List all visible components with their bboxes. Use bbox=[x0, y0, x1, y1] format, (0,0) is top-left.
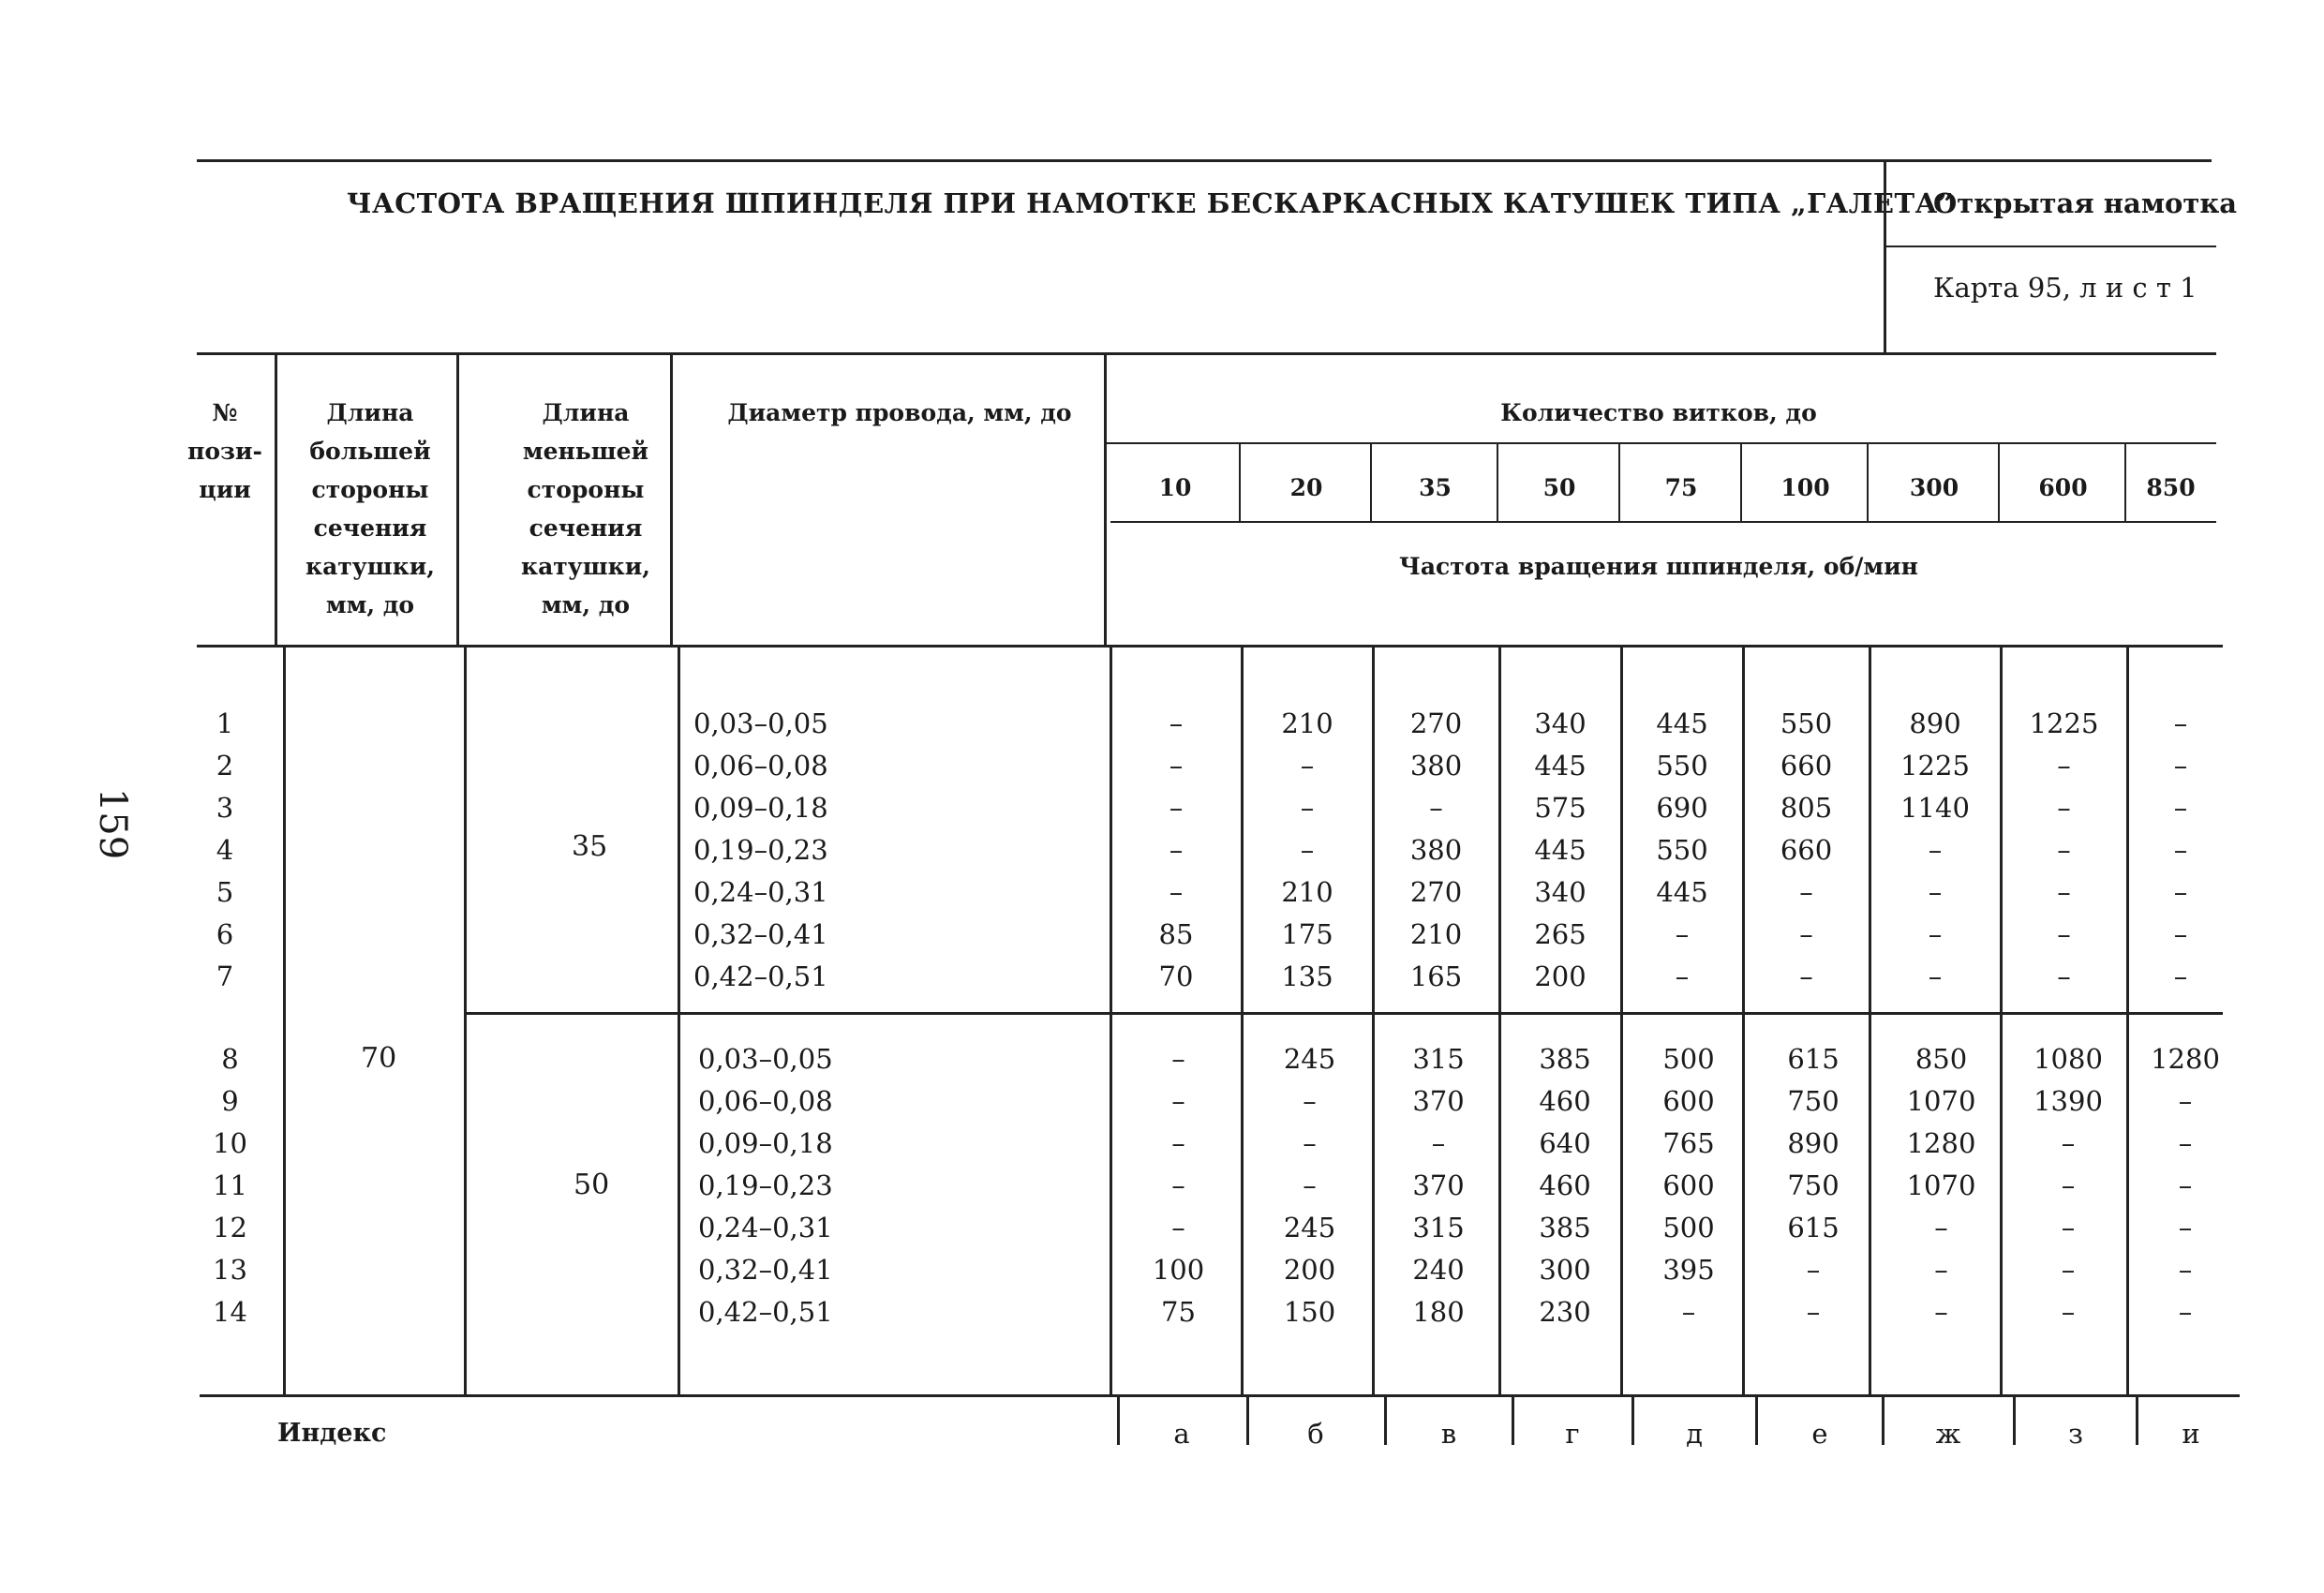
rule-v bbox=[275, 354, 277, 645]
cell: 370 bbox=[1412, 1085, 1465, 1117]
cell: 890 bbox=[1909, 707, 1961, 739]
cell: 0,24–0,31 bbox=[698, 1212, 833, 1243]
cell: – bbox=[2178, 1085, 2193, 1117]
cell: 265 bbox=[1534, 918, 1587, 950]
cell: 340 bbox=[1534, 876, 1587, 908]
title-divider bbox=[1884, 159, 1886, 354]
cell: – bbox=[2173, 960, 2188, 992]
cell: 75 bbox=[1161, 1296, 1196, 1328]
header-spindle-speed: Частота вращения шпинделя, об/мин bbox=[1399, 553, 1918, 580]
cell: 460 bbox=[1539, 1169, 1591, 1201]
cell: – bbox=[2178, 1254, 2193, 1286]
cell: 0,42–0,51 bbox=[698, 1296, 833, 1328]
cell: 615 bbox=[1787, 1043, 1840, 1075]
cell: 1070 bbox=[1906, 1085, 1976, 1117]
col-position bbox=[192, 703, 258, 998]
col-turns-35 bbox=[1378, 1038, 1499, 1333]
cell: – bbox=[2061, 1127, 2076, 1159]
cell: 8 bbox=[221, 1043, 239, 1075]
header-turns: Количество витков, до bbox=[1500, 399, 1817, 426]
cell: 385 bbox=[1539, 1212, 1591, 1243]
cell: – bbox=[1799, 918, 1813, 950]
cell: 315 bbox=[1412, 1212, 1465, 1243]
header-short-side: Длина меньшей стороны сечения катушки, мм, до bbox=[521, 399, 650, 618]
turns-value: 850 bbox=[2146, 474, 2196, 501]
col-turns-600 bbox=[2007, 1038, 2129, 1333]
cell: – bbox=[1934, 1212, 1948, 1243]
cell: – bbox=[1303, 1085, 1317, 1117]
cell: 10 bbox=[213, 1127, 247, 1159]
cell: 4 bbox=[216, 834, 234, 866]
table-top-rule bbox=[197, 352, 2216, 355]
cell: – bbox=[1799, 876, 1813, 908]
index-cell: а bbox=[1173, 1418, 1190, 1450]
cell: – bbox=[2178, 1169, 2193, 1201]
rule-v bbox=[1117, 1396, 1120, 1445]
rule-v bbox=[1755, 1396, 1758, 1445]
cell: 12 bbox=[213, 1212, 247, 1243]
cell: 550 bbox=[1656, 750, 1708, 782]
cell: 0,19–0,23 bbox=[698, 1169, 833, 1201]
cell: – bbox=[2057, 834, 2071, 866]
cell: 0,03–0,05 bbox=[693, 707, 828, 739]
cell: 500 bbox=[1662, 1212, 1715, 1243]
rule-v bbox=[2136, 1396, 2138, 1445]
cell: – bbox=[2057, 918, 2071, 950]
cell: 13 bbox=[213, 1254, 247, 1286]
index-cell: в bbox=[1440, 1418, 1457, 1450]
cell: – bbox=[1171, 1043, 1185, 1075]
col-turns-75 bbox=[1629, 1038, 1749, 1333]
index-cell: б bbox=[1307, 1418, 1324, 1450]
cell: 370 bbox=[1412, 1169, 1465, 1201]
cell: – bbox=[1431, 1127, 1446, 1159]
rule-v bbox=[1246, 1396, 1249, 1445]
cell: 100 bbox=[1152, 1254, 1205, 1286]
index-cell: з bbox=[2068, 1418, 2083, 1450]
rule-v bbox=[1497, 444, 1498, 523]
cell: 2 bbox=[216, 750, 234, 782]
cell: 240 bbox=[1412, 1254, 1465, 1286]
col-turns-35 bbox=[1378, 703, 1495, 998]
cell: 3 bbox=[216, 792, 234, 824]
col-turns-850 bbox=[2129, 1038, 2242, 1333]
cell: 0,32–0,41 bbox=[698, 1254, 833, 1286]
index-cell: ж bbox=[1935, 1418, 1961, 1450]
index-cell: е bbox=[1811, 1418, 1828, 1450]
cell: 660 bbox=[1780, 750, 1833, 782]
rule-v bbox=[283, 647, 286, 1396]
col-turns-10 bbox=[1115, 703, 1237, 998]
cell: – bbox=[1303, 1127, 1317, 1159]
cell: – bbox=[1806, 1296, 1821, 1328]
turns-value: 300 bbox=[1909, 474, 1959, 501]
cell: – bbox=[1171, 1212, 1185, 1243]
cell: – bbox=[1303, 1169, 1317, 1201]
rule-v bbox=[670, 354, 673, 645]
cell: – bbox=[2173, 834, 2188, 866]
cell: – bbox=[2061, 1254, 2076, 1286]
col-wire bbox=[693, 703, 975, 998]
cell: – bbox=[2061, 1169, 2076, 1201]
rule-v bbox=[1370, 444, 1372, 523]
cell: 615 bbox=[1787, 1212, 1840, 1243]
turns-value: 10 bbox=[1158, 474, 1192, 501]
cell: – bbox=[2173, 918, 2188, 950]
cell: 70 bbox=[1158, 960, 1194, 992]
cell: – bbox=[1300, 750, 1315, 782]
cell: – bbox=[1675, 918, 1690, 950]
col-turns-20 bbox=[1246, 1038, 1373, 1333]
turns-values-rule bbox=[1110, 521, 2216, 523]
cell: 150 bbox=[1283, 1296, 1336, 1328]
cell: 385 bbox=[1539, 1043, 1591, 1075]
cell: 210 bbox=[1281, 707, 1333, 739]
cell: 315 bbox=[1412, 1043, 1465, 1075]
col-turns-10 bbox=[1115, 1038, 1242, 1333]
cell: 7 bbox=[216, 960, 234, 992]
turns-value: 50 bbox=[1542, 474, 1576, 501]
cell: 1390 bbox=[2034, 1085, 2103, 1117]
col-wire bbox=[698, 1038, 979, 1333]
cell: – bbox=[2178, 1212, 2193, 1243]
cell: – bbox=[1169, 792, 1184, 824]
cell: 1280 bbox=[2151, 1043, 2220, 1075]
header-long-side: Длина большей стороны сечения катушки, мм, до bbox=[305, 399, 435, 618]
cell: 380 bbox=[1409, 750, 1463, 782]
cell: 0,03–0,05 bbox=[698, 1043, 833, 1075]
cell: – bbox=[1169, 750, 1184, 782]
cell: – bbox=[1300, 792, 1315, 824]
col-turns-50 bbox=[1505, 1038, 1625, 1333]
rule-v bbox=[1740, 444, 1742, 523]
cell: 550 bbox=[1656, 834, 1708, 866]
header-bottom-rule bbox=[197, 645, 2223, 648]
cell: 0,32–0,41 bbox=[693, 918, 828, 950]
cell: – bbox=[2173, 750, 2188, 782]
turns-header-rule bbox=[1106, 442, 2216, 444]
cell: 0,06–0,08 bbox=[698, 1085, 833, 1117]
cell: – bbox=[1171, 1127, 1185, 1159]
cell: 270 bbox=[1409, 876, 1463, 908]
col-turns-100 bbox=[1747, 703, 1866, 998]
card-sheet-label: Карта 95, л и с т 1 bbox=[1933, 272, 2197, 304]
cell: 600 bbox=[1662, 1169, 1715, 1201]
col-turns-600 bbox=[2004, 703, 2123, 998]
cell: 135 bbox=[1281, 960, 1333, 992]
col-position bbox=[195, 1038, 265, 1333]
cell: 500 bbox=[1662, 1043, 1715, 1075]
cell: 640 bbox=[1539, 1127, 1591, 1159]
col-turns-100 bbox=[1752, 1038, 1874, 1333]
cell: 200 bbox=[1283, 1254, 1336, 1286]
rule-v bbox=[1110, 647, 1112, 1396]
cell: – bbox=[2173, 792, 2188, 824]
cell: 765 bbox=[1662, 1127, 1715, 1159]
cell: 300 bbox=[1539, 1254, 1591, 1286]
col-turns-75 bbox=[1625, 703, 1739, 998]
cell: – bbox=[2173, 876, 2188, 908]
cell: 660 bbox=[1780, 834, 1833, 866]
cell: – bbox=[1171, 1169, 1185, 1201]
namotka-type-label: Открытая намотка bbox=[1933, 187, 2238, 219]
cell: – bbox=[2173, 707, 2188, 739]
group-short-side-value: 35 bbox=[572, 830, 608, 863]
cell: 890 bbox=[1787, 1127, 1840, 1159]
cell: 445 bbox=[1656, 876, 1708, 908]
page-number: 159 bbox=[91, 787, 135, 860]
cell: – bbox=[2057, 792, 2071, 824]
cell: 175 bbox=[1281, 918, 1333, 950]
cell: 0,24–0,31 bbox=[693, 876, 828, 908]
cell: 11 bbox=[213, 1169, 247, 1201]
cell: – bbox=[2057, 960, 2071, 992]
cell: 445 bbox=[1534, 834, 1587, 866]
rule-v bbox=[2124, 444, 2126, 523]
cell: – bbox=[1928, 834, 1943, 866]
cell: 750 bbox=[1787, 1085, 1840, 1117]
side-divider bbox=[1884, 246, 2216, 247]
cell: 850 bbox=[1914, 1043, 1968, 1075]
header-wire-diameter: Диаметр провода, мм, до bbox=[727, 399, 1072, 426]
group-divider-rule bbox=[466, 1012, 2223, 1015]
cell: 0,09–0,18 bbox=[693, 792, 828, 824]
cell: – bbox=[1681, 1296, 1696, 1328]
rule-v bbox=[1998, 444, 2000, 523]
cell: 550 bbox=[1780, 707, 1833, 739]
rule-v bbox=[456, 354, 459, 645]
page-title: ЧАСТОТА ВРАЩЕНИЯ ШПИНДЕЛЯ ПРИ НАМОТКЕ БЕСКАРКАСНЫХ КАТУШЕК ТИПА „ГАЛЕТА” bbox=[347, 187, 1954, 219]
cell: 0,19–0,23 bbox=[693, 834, 828, 866]
index-cell: д bbox=[1686, 1418, 1703, 1450]
group-long-side-value: 70 bbox=[361, 1042, 397, 1075]
cell: 14 bbox=[213, 1296, 247, 1328]
turns-value: 75 bbox=[1664, 474, 1698, 501]
turns-value: 35 bbox=[1419, 474, 1452, 501]
cell: – bbox=[2061, 1212, 2076, 1243]
rule-v bbox=[1867, 444, 1869, 523]
cell: – bbox=[1171, 1085, 1185, 1117]
cell: 6 bbox=[216, 918, 234, 950]
cell: 1280 bbox=[1906, 1127, 1976, 1159]
cell: – bbox=[1934, 1254, 1948, 1286]
cell: 230 bbox=[1539, 1296, 1591, 1328]
cell: 380 bbox=[1409, 834, 1463, 866]
cell: – bbox=[2061, 1296, 2076, 1328]
cell: 165 bbox=[1409, 960, 1463, 992]
rule-v bbox=[1618, 444, 1620, 523]
cell: 445 bbox=[1534, 750, 1587, 782]
cell: 1080 bbox=[2034, 1043, 2103, 1075]
cell: – bbox=[1799, 960, 1813, 992]
cell: 575 bbox=[1534, 792, 1587, 824]
turns-value: 600 bbox=[2038, 474, 2088, 501]
body-bottom-rule bbox=[200, 1394, 2240, 1397]
cell: – bbox=[2178, 1127, 2193, 1159]
cell: 395 bbox=[1662, 1254, 1715, 1286]
cell: – bbox=[1928, 960, 1943, 992]
group-short-side-value: 50 bbox=[574, 1169, 610, 1201]
cell: 210 bbox=[1409, 918, 1463, 950]
cell: 1225 bbox=[2029, 707, 2099, 739]
cell: – bbox=[1169, 876, 1184, 908]
turns-value: 100 bbox=[1780, 474, 1830, 501]
cell: 1140 bbox=[1900, 792, 1970, 824]
index-label: Индекс bbox=[277, 1419, 387, 1448]
rule-v bbox=[1512, 1396, 1514, 1445]
cell: 1 bbox=[216, 707, 234, 739]
rule-v bbox=[678, 647, 680, 1396]
cell: – bbox=[1169, 834, 1184, 866]
rule-v bbox=[2013, 1396, 2016, 1445]
cell: 750 bbox=[1787, 1169, 1840, 1201]
cell: – bbox=[1806, 1254, 1821, 1286]
cell: 0,09–0,18 bbox=[698, 1127, 833, 1159]
cell: 270 bbox=[1409, 707, 1463, 739]
cell: – bbox=[2178, 1296, 2193, 1328]
cell: 460 bbox=[1539, 1085, 1591, 1117]
turns-value: 20 bbox=[1289, 474, 1323, 501]
cell: 210 bbox=[1281, 876, 1333, 908]
cell: 805 bbox=[1780, 792, 1833, 824]
col-turns-300 bbox=[1878, 1038, 2004, 1333]
cell: – bbox=[1675, 960, 1690, 992]
cell: 200 bbox=[1534, 960, 1587, 992]
cell: 600 bbox=[1662, 1085, 1715, 1117]
cell: – bbox=[1429, 792, 1443, 824]
cell: 445 bbox=[1656, 707, 1708, 739]
cell: 0,06–0,08 bbox=[693, 750, 828, 782]
cell: – bbox=[1928, 918, 1943, 950]
cell: 340 bbox=[1534, 707, 1587, 739]
rule-v bbox=[1882, 1396, 1885, 1445]
col-turns-850 bbox=[2131, 703, 2230, 998]
cell: 5 bbox=[216, 876, 234, 908]
cell: 85 bbox=[1158, 918, 1194, 950]
cell: 1225 bbox=[1900, 750, 1970, 782]
top-rule bbox=[197, 159, 2212, 162]
cell: – bbox=[1928, 876, 1943, 908]
rule-v bbox=[1631, 1396, 1634, 1445]
cell: 1070 bbox=[1906, 1169, 1976, 1201]
rule-v bbox=[1384, 1396, 1387, 1445]
cell: 0,42–0,51 bbox=[693, 960, 828, 992]
index-cell: и bbox=[2182, 1418, 2200, 1450]
cell: 180 bbox=[1412, 1296, 1465, 1328]
cell: – bbox=[1934, 1296, 1948, 1328]
header-position: № пози- ции bbox=[187, 399, 262, 503]
cell: – bbox=[1300, 834, 1315, 866]
cell: 245 bbox=[1283, 1212, 1336, 1243]
col-turns-50 bbox=[1503, 703, 1617, 998]
cell: 9 bbox=[221, 1085, 239, 1117]
rule-v bbox=[1239, 444, 1241, 523]
rule-v bbox=[464, 647, 467, 1396]
cell: – bbox=[2057, 876, 2071, 908]
rule-v bbox=[1104, 354, 1107, 645]
col-turns-20 bbox=[1246, 703, 1368, 998]
col-turns-300 bbox=[1873, 703, 1997, 998]
cell: 245 bbox=[1283, 1043, 1336, 1075]
cell: – bbox=[2057, 750, 2071, 782]
cell: 690 bbox=[1656, 792, 1708, 824]
cell: – bbox=[1169, 707, 1184, 739]
index-cell: г bbox=[1565, 1418, 1580, 1450]
